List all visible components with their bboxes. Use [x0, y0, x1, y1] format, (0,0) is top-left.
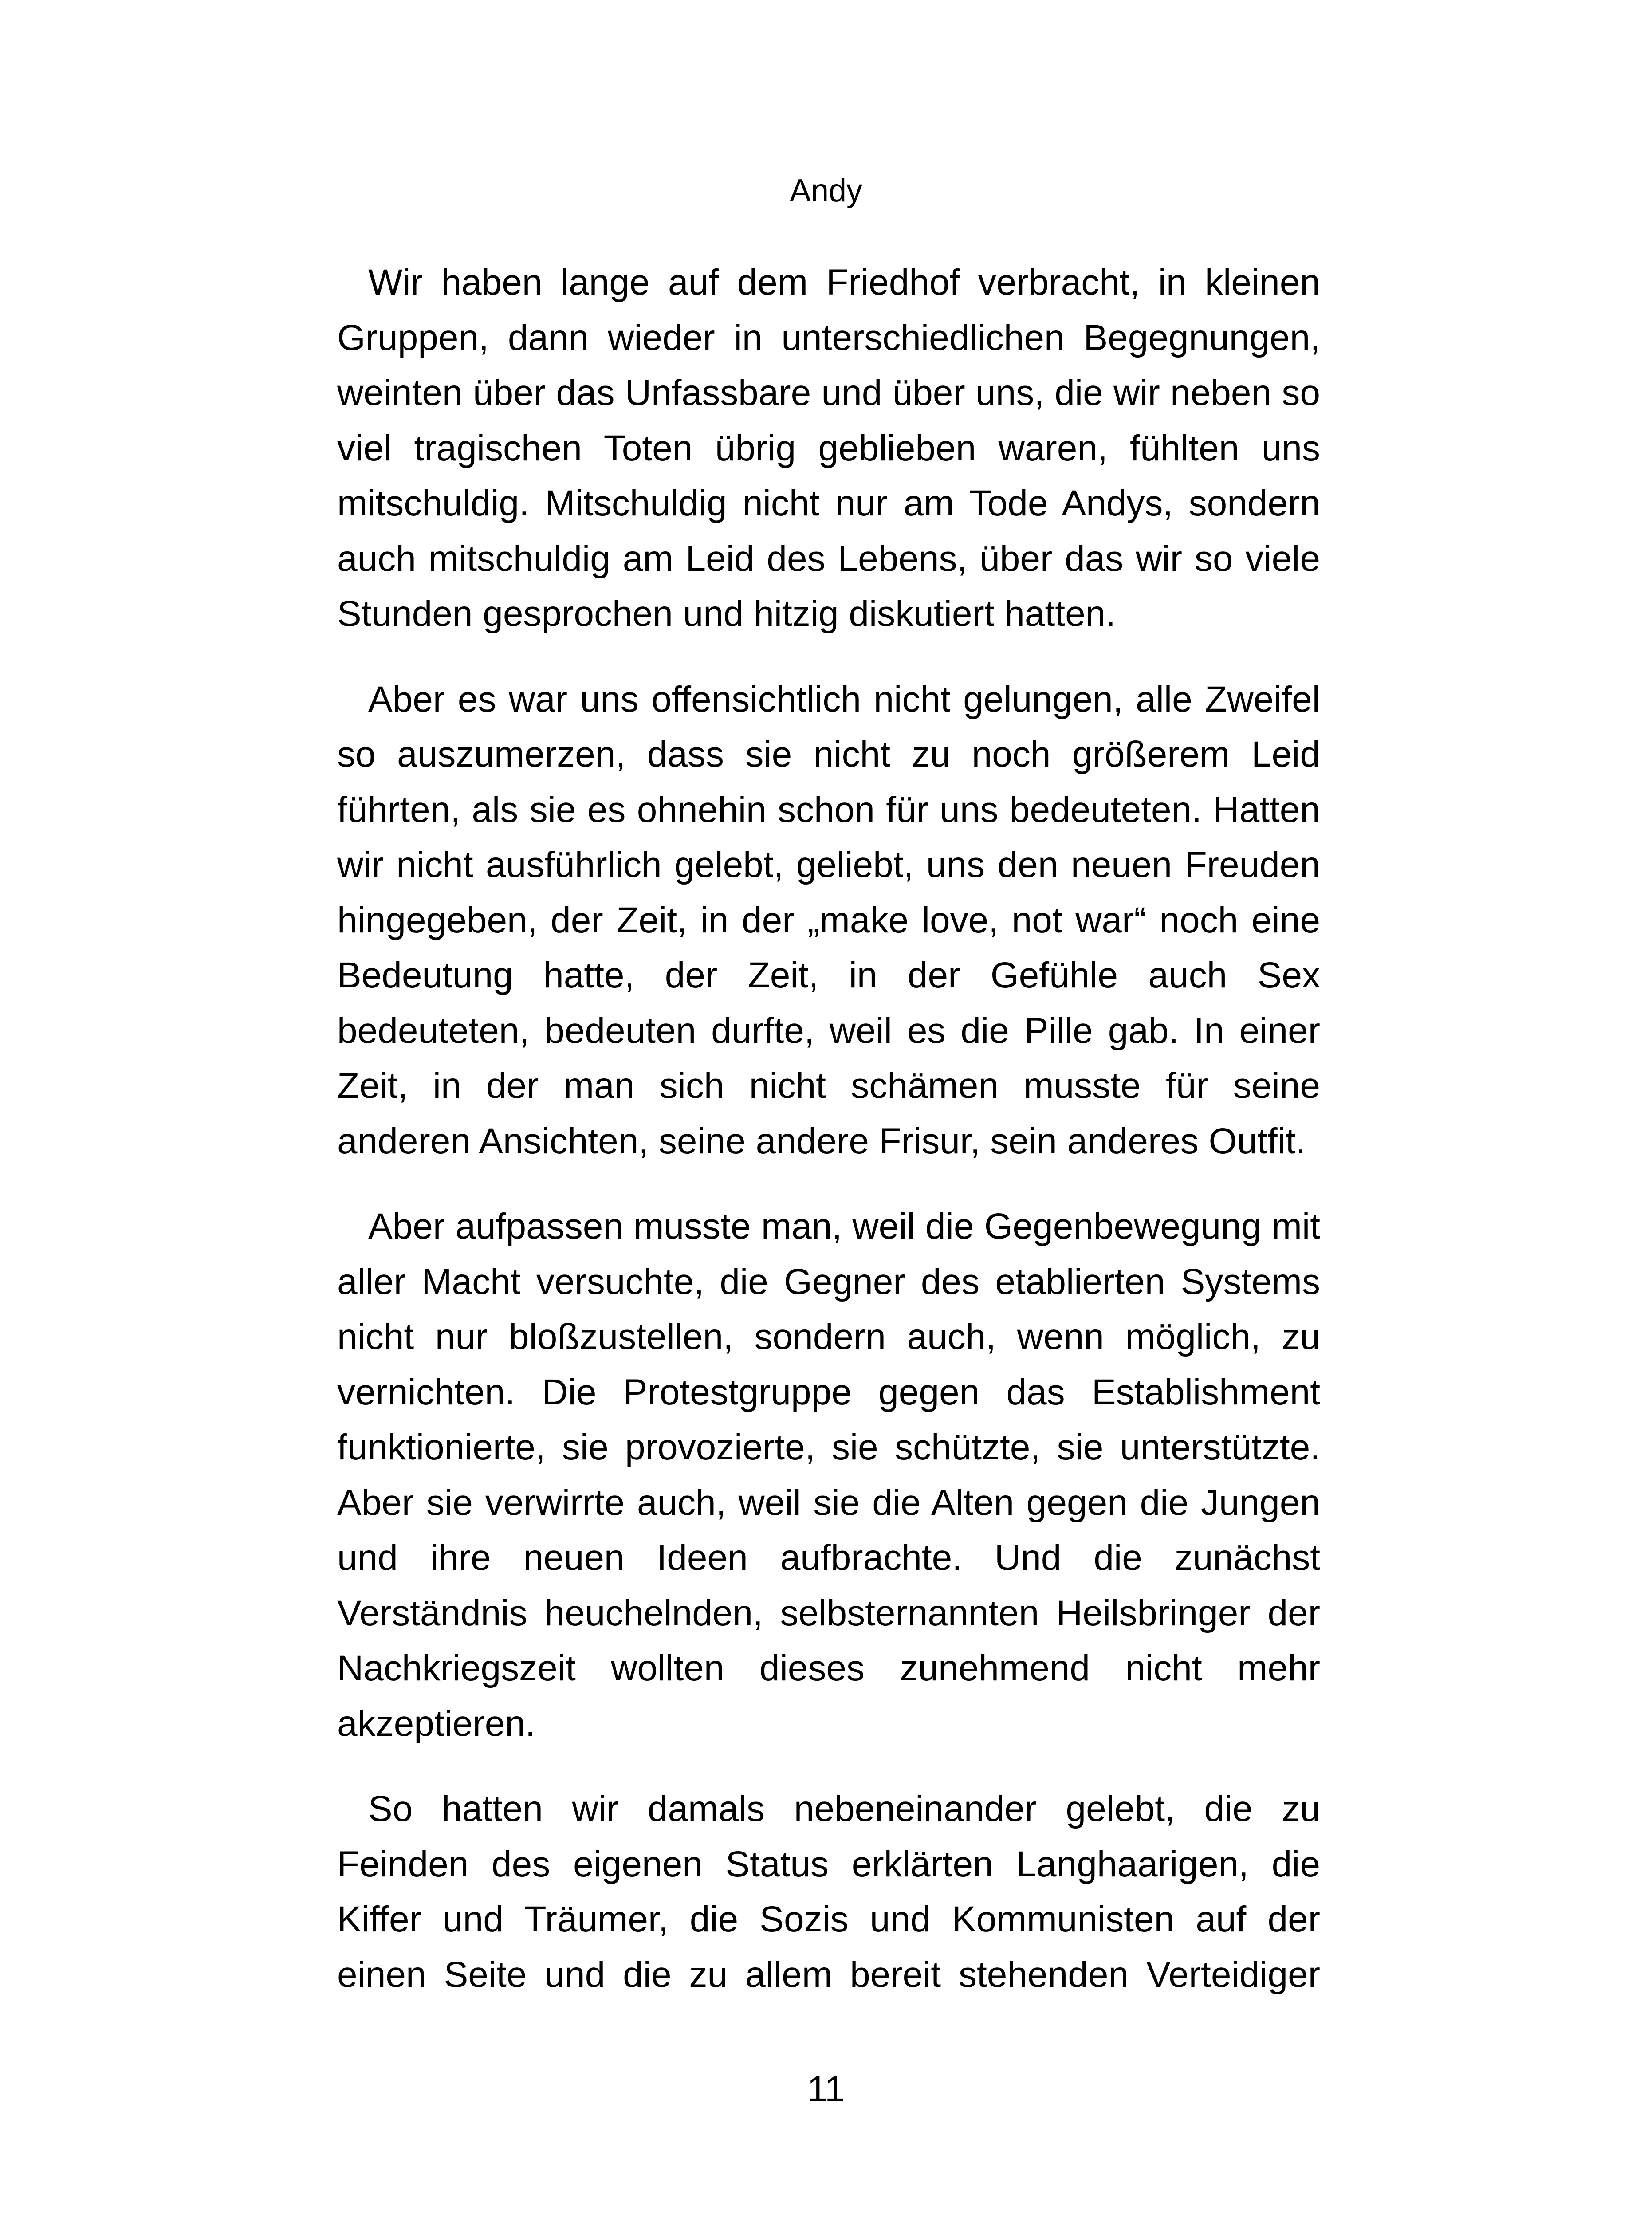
paragraph: So hatten wir damals nebeneinander gelebt, die zu Feinden des eigenen Status erklärten Langhaarigen, die Kiffer und Träumer, die Sozis und Kommunisten auf der einen Seite und die zu allem bereit stehenden Verteidiger: [337, 1789, 1320, 1995]
page-number: 11: [807, 2069, 845, 2109]
running-header: Andy: [789, 173, 863, 208]
paragraph: Aber aufpassen musste man, weil die Gegenbewegung mit aller Macht versuchte, die Gegner des etablierten Systems nicht nur bloßzustellen, sondern auch, wenn möglich, zu vernichten. Die Protestgruppe gegen das Establishment funktionierte, sie provozierte, sie schützte, sie unterstützte. Aber sie verwirrte auch, weil sie die Alten gegen die Jungen und ihre neuen Ideen aufbrachte. Und die zunächst Verständnis heuchelnden, selbsternannten Heilsbringer der Nachkriegszeit wollten dieses zunehmend nicht mehr akzeptieren.: [337, 1206, 1320, 1744]
paragraph: Wir haben lange auf dem Friedhof verbracht, in kleinen Gruppen, dann wieder in unterschiedlichen Begegnungen, weinten über das Unfassbare und über uns, die wir neben so viel tragischen Toten übrig geblieben waren, fühlten uns mitschuldig. Mitschuldig nicht nur am Tode Andys, sondern auch mitschuldig am Leid des Lebens, über das wir so viele Stunden gesprochen und hitzig diskutiert hatten.: [337, 262, 1320, 634]
paragraph: Aber es war uns offensichtlich nicht gelungen, alle Zweifel so auszumerzen, dass sie nicht zu noch größerem Leid führten, als sie es ohnehin schon für uns bedeuteten. Hatten wir nicht ausführlich gelebt, geliebt, uns den neuen Freuden hingegeben, der Zeit, in der „make love, not war“ noch eine Bedeutung hatte, der Zeit, in der Gefühle auch Sex bedeuteten, bedeuten durfte, weil es die Pille gab. In einer Zeit, in der man sich nicht schämen musste für seine anderen Ansichten, seine andere Frisur, sein anderes Outfit.: [337, 679, 1320, 1161]
body-text: [337, 255, 1320, 2002]
